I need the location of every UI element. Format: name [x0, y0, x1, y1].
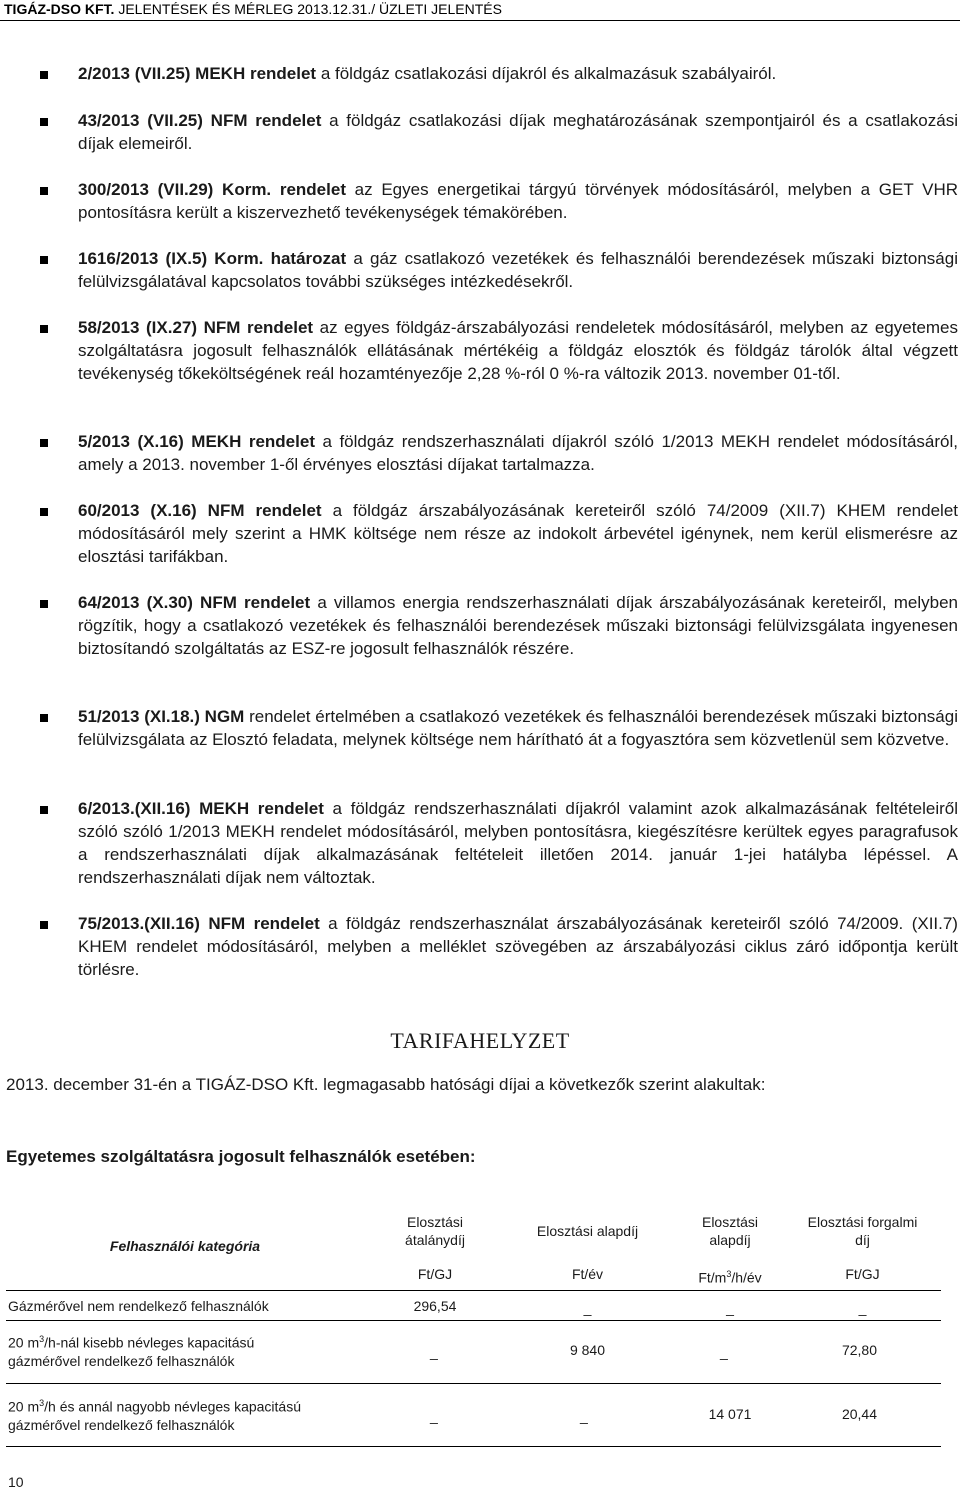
list-item: 60/2013 (X.16) NFM rendelet a földgáz árszabályozásának kereteiről szóló 74/2009 (XII.7) KHEM rendelet módosításáról mely szerint a HMK költsége nem része az indokolt árbevétel igénynek, nem kerül elismerésre az elosztási tarifákban. — [78, 501, 959, 566]
bullet-icon — [40, 921, 48, 929]
bullet-icon — [40, 325, 48, 333]
cell-v4: _ — [858, 1300, 867, 1316]
col1-header: Elosztási átalánydíj — [405, 1214, 465, 1248]
list-item: 2/2013 (VII.25) MEKH rendelet a földgáz csatlakozási díjakról és alkalmazásuk szabályairól. — [78, 64, 777, 83]
col3-unit: $Ft/m^3/h/év$ — [698, 1269, 762, 1286]
cell-v4: 72,80 — [841, 1342, 877, 1358]
header-report: JELENTÉSEK ÉS MÉRLEG 2013.12.31./ ÜZLETI JELENTÉS — [118, 1, 502, 17]
cell-v3: _ — [726, 1300, 734, 1316]
page-number: 10 — [8, 1474, 24, 1490]
bullet-icon — [40, 256, 48, 264]
col2-unit: Ft/év — [571, 1266, 604, 1282]
list-item: 51/2013 (XI.18.) NGM rendelet értelmében a csatlakozó vezetékek és felhasználói berendezések műszaki biztonsági felülvizsgálata az Elosztó feladata, melynek költsége nem hárítható át a fogyasztóra sem közvetlenül sem közvetve. — [78, 707, 958, 749]
col1-unit: Ft/GJ — [417, 1266, 453, 1282]
cell-v2: _ — [583, 1300, 592, 1316]
list-item: 5/2013 (X.16) MEKH rendelet a földgáz rendszerhasználati díjakról szóló 1/2013 MEKH rendelet módosításáról, amely a 2013. november 1-ől érvényes elosztási díjakat tartalmazza. — [78, 432, 958, 474]
intro-text: 2013. december 31-én a TIGÁZ-DSO Kft. legmagasabb hatósági díjai a következők szerint alakultak: — [6, 1075, 766, 1094]
col4-header: Elosztási forgalmi díj — [807, 1214, 918, 1248]
cell-v2: 9 840 — [569, 1342, 606, 1358]
bullet-icon — [40, 118, 48, 126]
table-divider — [6, 1446, 941, 1447]
header-company: TIGÁZ-DSO KFT. — [4, 1, 115, 17]
bullet-icon — [40, 806, 48, 814]
page-header — [0, 0, 960, 21]
cell-v3: _ — [720, 1344, 728, 1360]
cell-v4: 20,44 — [841, 1406, 877, 1422]
list-item: 1616/2013 (IX.5) Korm. határozat a gáz csatlakozó vezetékek és felhasználói berendezések műszaki biztonsági felülvizsgálatával kapcsolatos további szükséges intézkedésekről. — [78, 249, 958, 291]
list-item: 64/2013 (X.30) NFM rendelet a villamos energia rendszerhasználati díjak árszabályozásának kereteiről, melyben rögzítik, hogy a csatlakozó vezetékek és felhasználói berendezések műszaki biztonsági felülvizsgálata ingyenesen biztosítandó szolgáltatás az ESZ-re jogosult felhasználók részére. — [78, 593, 958, 658]
cell-v3: 14 071 — [708, 1406, 752, 1422]
bullet-icon — [40, 714, 48, 722]
bullet-icon — [40, 508, 48, 516]
list-item: 6/2013.(XII.16) MEKH rendelet a földgáz rendszerhasználati díjakról valamint azok alkalmazásának feltételeiről szóló szóló 1/2013 MEKH rendelet módosításáról, melyben pontosításra, kiegészítésre kerültek egyes paragrafusok a rendszerhasználati díjak alkalmazásának feltételeit illetően 2014. január 1-jei hatályba lépéssel. A rendszerhasználati díjak nem változtak. — [78, 799, 959, 887]
table-divider — [6, 1383, 941, 1384]
list-item: 58/2013 (IX.27) NFM rendelet az egyes földgáz-árszabályozási rendeletek módosításáról, melyben az egyetemes szolgáltatásra jogosult felhasználók ellátásának mértékéig a földgáz elosztók és földgáz tárolók által végzett tevékenység tőkeköltségének reál hozamtényezője 2,28 %-ról 0 %-ra változik 2013. november 01-től. — [78, 318, 959, 383]
bullet-icon — [40, 439, 48, 447]
cell-v1: 296,54 — [413, 1298, 457, 1314]
cell-v1: _ — [430, 1408, 438, 1424]
row-label: 20 $m^3/h$-nál kisebb névleges kapacitású gázmérővel rendelkező felhasználók — [8, 1334, 255, 1369]
col3-header: Elosztási alapdíj — [701, 1214, 759, 1248]
col4-unit: Ft/GJ — [845, 1266, 880, 1282]
col2-header: Elosztási alapdíj — [536, 1223, 639, 1239]
section-title: TARIFAHELYZET — [390, 1028, 570, 1053]
list-item: 75/2013.(XII.16) NFM rendelet a földgáz rendszerhasználat árszabályozásának kereteiről szóló 74/2009. (XII.7) KHEM rendelet módosításáról, melyben a melléklet szövegében az árszabályozási ciklus záró időpontja került törlésre. — [78, 914, 958, 979]
list-item: 43/2013 (VII.25) NFM rendelet a földgáz csatlakozási díjak meghatározásának szempontjairól és a csatlakozási díjak elemeiről. — [78, 111, 958, 153]
header-text — [4, 1, 502, 17]
row-label: Gázmérővel nem rendelkező felhasználók — [8, 1298, 269, 1314]
list-item: 300/2013 (VII.29) Korm. rendelet az Egyes energetikai tárgyú törvények módosításáról, melyben a GET VHR pontosításra került a kiszervezhető tevékenységek témakörében. — [78, 180, 958, 222]
row-label: 20 $m^3/h$ és annál nagyobb névleges kapacitású gázmérővel rendelkező felhasználók — [8, 1398, 301, 1433]
table-heading: Egyetemes szolgáltatásra jogosult felhasználók esetében: — [6, 1147, 476, 1166]
cell-v2: _ — [580, 1408, 588, 1424]
bullet-icon — [40, 600, 48, 608]
category-header: Felhasználói kategória — [109, 1238, 261, 1254]
cell-v1: _ — [430, 1344, 438, 1360]
table-divider — [6, 1320, 941, 1321]
bullet-icon — [40, 71, 48, 79]
bullet-icon — [40, 187, 48, 195]
table-divider — [6, 1290, 941, 1291]
